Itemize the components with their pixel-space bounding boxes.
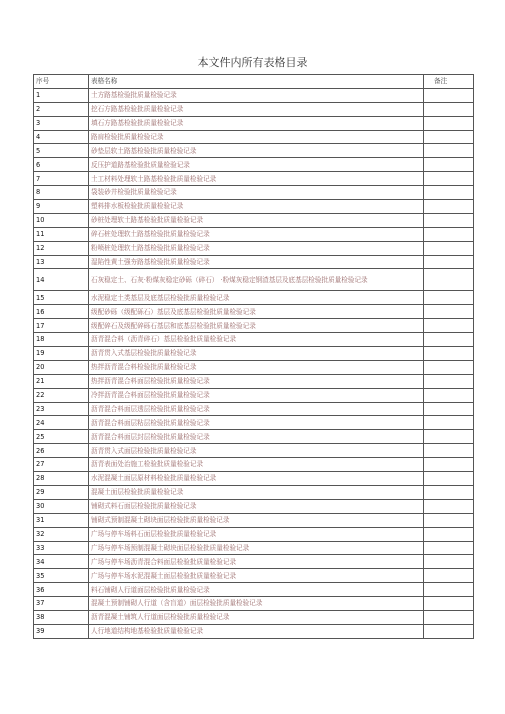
form-name: 填石方路基检验批质量检验记录 (89, 116, 424, 130)
row-number: 13 (34, 255, 89, 269)
row-number: 20 (34, 360, 89, 374)
form-name: 级配砂砾（级配砾石）基层及底基层检验批质量检验记录 (89, 305, 424, 319)
note-cell (424, 472, 474, 486)
note-cell (424, 241, 474, 255)
row-number: 16 (34, 305, 89, 319)
note-cell (424, 624, 474, 638)
form-name: 广场与停车场预制混凝土砌块面层检验批质量检验记录 (89, 541, 424, 555)
form-name: 料石铺砌人行道面层检验批质量检验记录 (89, 583, 424, 597)
table-row (34, 227, 474, 241)
table-row (34, 172, 474, 186)
note-cell (424, 485, 474, 499)
note-cell (424, 116, 474, 130)
row-number: 35 (34, 569, 89, 583)
form-name: 沥青混合料（沥青碎石）基层检验批质量检验记录 (89, 333, 424, 347)
note-cell (424, 102, 474, 116)
form-name: 广场与停车场水泥混凝土面层检验批质量检验记录 (89, 569, 424, 583)
row-number: 23 (34, 402, 89, 416)
note-cell (424, 186, 474, 200)
table-row (34, 291, 474, 305)
note-cell (424, 319, 474, 333)
form-name: 铺砌式预制混凝土砌块面层检验批质量检验记录 (89, 513, 424, 527)
note-cell (424, 347, 474, 361)
form-name: 广场与停车场沥青混合料面层检验批质量检验记录 (89, 555, 424, 569)
table-row (34, 499, 474, 513)
form-name: 石灰稳定土、石灰·粉煤灰稳定砂砾（碎石） ·粉煤灰稳定钢渣基层及底基层检验批质量检验记录 (89, 269, 424, 291)
row-number: 38 (34, 610, 89, 624)
form-name: 沥青贯入式基层检验批质量检验记录 (89, 347, 424, 361)
row-number: 29 (34, 485, 89, 499)
table-row (34, 388, 474, 402)
form-name: 广场与停车场料石面层检验批质量检验记录 (89, 527, 424, 541)
table-row (34, 458, 474, 472)
form-name: 砂桩处理软土路基检验批质量检验记录 (89, 213, 424, 227)
note-cell (424, 583, 474, 597)
row-number: 1 (34, 88, 89, 102)
table-row (34, 374, 474, 388)
table-row (34, 569, 474, 583)
note-cell (424, 227, 474, 241)
row-number: 2 (34, 102, 89, 116)
form-name: 袋装砂井检验批质量检验记录 (89, 186, 424, 200)
form-name: 挖石方路基检验批质量检验记录 (89, 102, 424, 116)
table-row (34, 144, 474, 158)
row-number: 22 (34, 388, 89, 402)
row-number: 15 (34, 291, 89, 305)
row-number: 8 (34, 186, 89, 200)
row-number: 37 (34, 597, 89, 611)
form-name: 水泥稳定土类基层及底基层检验批质量检验记录 (89, 291, 424, 305)
table-row (34, 241, 474, 255)
table-row (34, 200, 474, 214)
form-name: 沥青混凝土铺筑人行道面层检验批质量检验记录 (89, 610, 424, 624)
row-number: 24 (34, 416, 89, 430)
table-row (34, 347, 474, 361)
row-number: 18 (34, 333, 89, 347)
form-name: 路肩检验批质量检验记录 (89, 130, 424, 144)
table-row (34, 186, 474, 200)
note-cell (424, 402, 474, 416)
table-row (34, 360, 474, 374)
table-row (34, 541, 474, 555)
table-row (34, 513, 474, 527)
table-row (34, 255, 474, 269)
table-row (34, 102, 474, 116)
row-number: 19 (34, 347, 89, 361)
table-row (34, 158, 474, 172)
row-number: 6 (34, 158, 89, 172)
form-name: 反压护道路基检验批质量检验记录 (89, 158, 424, 172)
table-row (34, 597, 474, 611)
row-number: 25 (34, 430, 89, 444)
row-number: 5 (34, 144, 89, 158)
row-number: 31 (34, 513, 89, 527)
row-number: 17 (34, 319, 89, 333)
note-cell (424, 527, 474, 541)
form-name: 混凝土预制铺砌人行道（含盲道）面层检验批质量检验记录 (89, 597, 424, 611)
header-note: 备注 (424, 75, 474, 89)
form-name: 水泥混凝土面层原材料检验批质量检验记录 (89, 472, 424, 486)
form-name: 湿陷性黄土强夯路基检验批质量检验记录 (89, 255, 424, 269)
note-cell (424, 130, 474, 144)
note-cell (424, 360, 474, 374)
form-name: 土方路基检验批质量检验记录 (89, 88, 424, 102)
row-number: 7 (34, 172, 89, 186)
table-row (34, 269, 474, 291)
row-number: 14 (34, 269, 89, 291)
form-name: 土工材料处理软土路基检验批质量检验记录 (89, 172, 424, 186)
form-name: 混凝土面层检验批质量检验记录 (89, 485, 424, 499)
note-cell (424, 597, 474, 611)
row-number: 32 (34, 527, 89, 541)
table-row (34, 319, 474, 333)
row-number: 26 (34, 444, 89, 458)
form-index-table (33, 74, 474, 639)
table-row (34, 333, 474, 347)
note-cell (424, 291, 474, 305)
note-cell (424, 158, 474, 172)
note-cell (424, 88, 474, 102)
form-name: 粉喷桩处理软土路基检验批质量检验记录 (89, 241, 424, 255)
note-cell (424, 305, 474, 319)
note-cell (424, 172, 474, 186)
form-name: 人行地道结构地基检验批质量检验记录 (89, 624, 424, 638)
table-row (34, 485, 474, 499)
row-number: 10 (34, 213, 89, 227)
form-name: 沥青混合料面层粘层检验批质量检验记录 (89, 416, 424, 430)
table-row (34, 555, 474, 569)
note-cell (424, 610, 474, 624)
note-cell (424, 430, 474, 444)
note-cell (424, 255, 474, 269)
note-cell (424, 388, 474, 402)
note-cell (424, 541, 474, 555)
table-row (34, 116, 474, 130)
form-name: 沥青贯入式面层检验批质量检验记录 (89, 444, 424, 458)
table-header-row (34, 75, 474, 89)
table-row (34, 416, 474, 430)
form-name: 铺砌式料石面层检验批质量检验记录 (89, 499, 424, 513)
table-row (34, 402, 474, 416)
table-row (34, 213, 474, 227)
table-row (34, 88, 474, 102)
form-name: 热拌沥青混合料检验批质量检验记录 (89, 360, 424, 374)
note-cell (424, 444, 474, 458)
form-name: 砂垫层软土路基检验批质量检验记录 (89, 144, 424, 158)
form-name: 碎石桩处理软土路基检验批质量检验记录 (89, 227, 424, 241)
note-cell (424, 144, 474, 158)
note-cell (424, 213, 474, 227)
table-row (34, 472, 474, 486)
table-row (34, 130, 474, 144)
form-name: 沥青表面处治施工检验批质量检验记录 (89, 458, 424, 472)
table-row (34, 583, 474, 597)
row-number: 27 (34, 458, 89, 472)
note-cell (424, 416, 474, 430)
table-row (34, 527, 474, 541)
table-row (34, 305, 474, 319)
row-number: 4 (34, 130, 89, 144)
row-number: 34 (34, 555, 89, 569)
note-cell (424, 555, 474, 569)
note-cell (424, 269, 474, 291)
note-cell (424, 569, 474, 583)
row-number: 30 (34, 499, 89, 513)
note-cell (424, 200, 474, 214)
row-number: 36 (34, 583, 89, 597)
row-number: 21 (34, 374, 89, 388)
table-row (34, 624, 474, 638)
form-name: 沥青混合料面层透层检验批质量检验记录 (89, 402, 424, 416)
header-form-name: 表格名称 (89, 75, 424, 89)
header-number: 序号 (34, 75, 89, 89)
form-name: 冷拌沥青混合料面层检验批质量检验记录 (89, 388, 424, 402)
note-cell (424, 499, 474, 513)
row-number: 11 (34, 227, 89, 241)
row-number: 12 (34, 241, 89, 255)
page-title: 本文件内所有表格目录 (197, 56, 308, 69)
note-cell (424, 458, 474, 472)
row-number: 33 (34, 541, 89, 555)
note-cell (424, 513, 474, 527)
form-name: 沥青混合料面层封层检验批质量检验记录 (89, 430, 424, 444)
note-cell (424, 374, 474, 388)
table-row (34, 444, 474, 458)
form-name: 塑料排水板检验批质量检验记录 (89, 200, 424, 214)
row-number: 39 (34, 624, 89, 638)
note-cell (424, 333, 474, 347)
form-name: 级配碎石及级配碎砾石基层和底基层检验批质量检验记录 (89, 319, 424, 333)
form-name: 热拌沥青混合料面层检验批质量检验记录 (89, 374, 424, 388)
row-number: 28 (34, 472, 89, 486)
row-number: 9 (34, 200, 89, 214)
table-row (34, 610, 474, 624)
table-row (34, 430, 474, 444)
row-number: 3 (34, 116, 89, 130)
